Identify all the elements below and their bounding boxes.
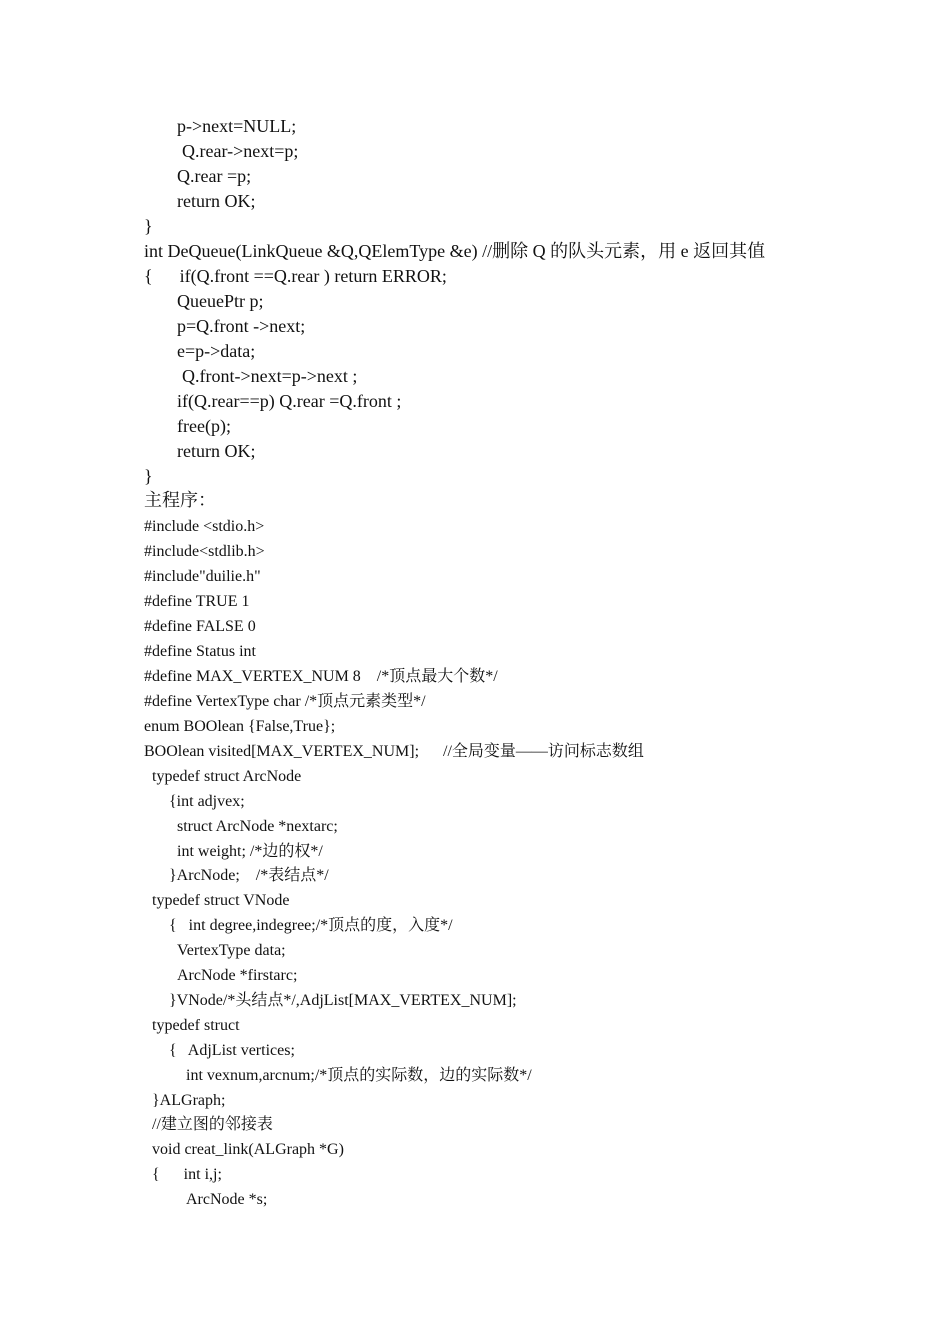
code-line: { if(Q.front ==Q.rear ) return ERROR; xyxy=(144,266,447,286)
code-line: } xyxy=(144,466,153,486)
code-line: typedef struct xyxy=(152,1017,240,1034)
code-line: Q.rear->next=p; xyxy=(182,141,299,161)
code-line: return OK; xyxy=(177,191,256,211)
code-line: {int adjvex; xyxy=(169,793,245,810)
code-line: Q.rear =p; xyxy=(177,166,252,186)
code-line: e=p->data; xyxy=(177,341,256,361)
code-line: #include<stdlib.h> xyxy=(144,543,265,560)
code-line: int vexnum,arcnum;/*顶点的实际数，边的实际数*/ xyxy=(186,1067,532,1084)
code-line: enum BOOlean {False,True}; xyxy=(144,718,336,735)
code-line: p=Q.front ->next; xyxy=(177,316,306,336)
code-line: #include <stdio.h> xyxy=(144,518,265,535)
code-line: { int degree,indegree;/*顶点的度，入度*/ xyxy=(169,917,453,934)
code-line: ArcNode *s; xyxy=(186,1191,268,1208)
code-line: struct ArcNode *nextarc; xyxy=(177,818,338,835)
code-line: #define MAX_VERTEX_NUM 8 /*顶点最大个数*/ xyxy=(144,668,498,685)
code-line: QueuePtr p; xyxy=(177,291,264,311)
code-line: if(Q.rear==p) Q.rear =Q.front ; xyxy=(177,391,402,411)
code-line: #define Status int xyxy=(144,643,256,660)
code-line: typedef struct VNode xyxy=(152,892,290,909)
code-line: #define TRUE 1 xyxy=(144,593,250,610)
code-line: } xyxy=(144,216,153,236)
code-line: Q.front->next=p->next ; xyxy=(182,366,358,386)
code-line: #define FALSE 0 xyxy=(144,618,256,635)
code-line: ArcNode *firstarc; xyxy=(177,967,298,984)
code-line: typedef struct ArcNode xyxy=(152,768,302,785)
code-line: }ArcNode; /*表结点*/ xyxy=(169,867,329,884)
code-line: { AdjList vertices; xyxy=(169,1042,295,1059)
code-line: }ALGraph; xyxy=(152,1092,226,1109)
code-comment: //建立图的邻接表 xyxy=(152,1116,273,1133)
code-line: return OK; xyxy=(177,441,256,461)
code-line: p->next=NULL; xyxy=(177,116,297,136)
code-line: free(p); xyxy=(177,416,231,436)
code-line: { int i,j; xyxy=(152,1166,222,1183)
code-line: BOOlean visited[MAX_VERTEX_NUM]; //全局变量——访问标志数组 xyxy=(144,743,644,760)
code-line: #define VertexType char /*顶点元素类型*/ xyxy=(144,693,426,710)
code-line: VertexType data; xyxy=(177,942,286,959)
code-line: void creat_link(ALGraph *G) xyxy=(152,1141,344,1158)
code-line: int DeQueue(LinkQueue &Q,QElemType &e) //删除 Q 的队头元素，用 e 返回其值 xyxy=(144,241,766,261)
code-line: #include"duilie.h" xyxy=(144,568,261,585)
code-line: int weight; /*边的权*/ xyxy=(177,843,323,860)
section-heading: 主程序： xyxy=(144,490,216,510)
code-line: }VNode/*头结点*/,AdjList[MAX_VERTEX_NUM]; xyxy=(169,992,517,1009)
